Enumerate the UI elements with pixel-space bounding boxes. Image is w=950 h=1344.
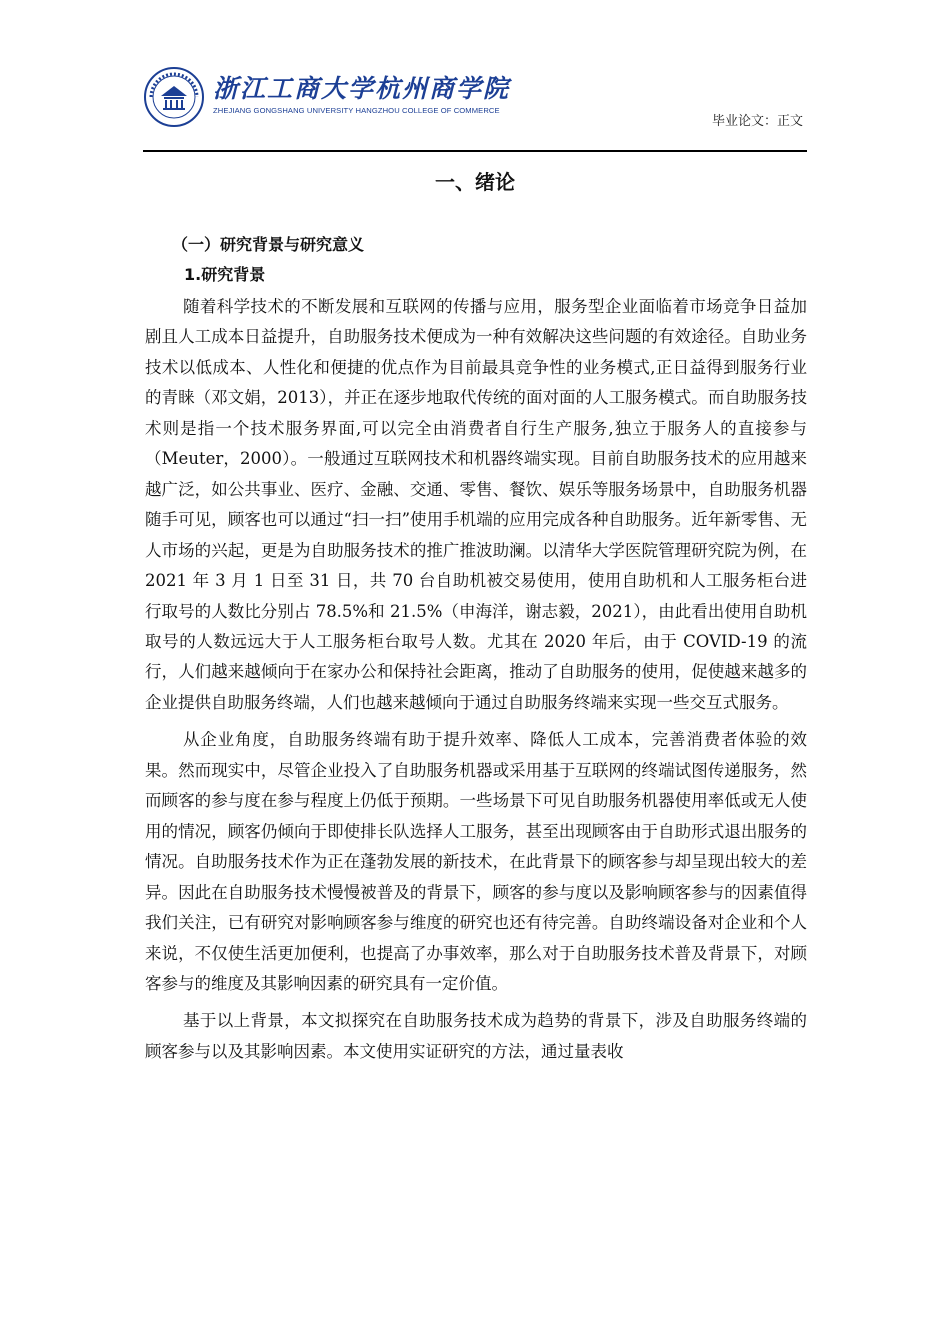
header-divider <box>143 150 807 152</box>
body-text <box>145 292 807 1074</box>
section-title: （一）研究背景与研究意义 <box>172 235 365 254</box>
document-section-label: 毕业论文：正文 <box>711 114 803 129</box>
paragraph: 随着科学技术的不断发展和互联网的传播与应用，服务型企业面临着市场竞争日益加剧且人工成本日益提升，自助服务技术便成为一种有效解决这些问题的有效途径。自助业务技术以低成本、人性化和便捷的优点作为目前最具竞争性的业务模式,正日益得到服务行业的青睐（邓文娟，2013），并正在逐步地取代传统的面对面的人工服务模式。而自助服务技术则是指一个技术服务界面,可以完全由消费者自行生产服务,独立于服务人的直接参与（Meuter，2000）。一般通过互联网技术和机器终端实现。目前自助服务技术的应用越来越广泛，如公共事业、医疗、金融、交通、零售、餐饮、娱乐等服务场景中，自助服务机器随手可见，顾客也可以通过“扫一扫”使用手机端的应用完成各种自助服务。近年新零售、无人市场的兴起，更是为自助服务技术的推广推波助澜。以清华大学医院管理研究院为例，在 2021 年 3 月 1 日至 31 日，共 70 台自助机被交易使用，使用自助机和人工服务柜台进行取号的人数比分别占 78.5%和 21.5%（申海洋，谢志毅，2021），由此看出使用自助机取号的人数远远大于人工服务柜台取号人数。尤其在 2020 年后，由于 COVID-19 的流行，人们越来越倾向于在家办公和保持社会距离，推动了自助服务的使用，促使越来越多的企业提供自助服务终端，人们也越来越倾向于通过自助服务终端来实现一些交互式服务。 <box>145 297 807 712</box>
university-logo <box>213 74 543 116</box>
subsection-title: 1.研究背景 <box>184 265 266 284</box>
chapter-title: 一、绪论 <box>435 170 515 194</box>
university-seal-icon <box>143 66 205 128</box>
page-header <box>143 64 807 152</box>
logo-english-name: ZHEJIANG GONGSHANG UNIVERSITY HANGZHOU COLLEGE OF COMMERCE <box>213 106 500 115</box>
paragraph: 基于以上背景，本文拟探究在自助服务技术成为趋势的背景下，涉及自助服务终端的顾客参与以及其影响因素。本文使用实证研究的方法，通过量表收 <box>145 1011 807 1061</box>
logo-chinese-name: 浙江工商大学杭州商学院 <box>213 74 511 103</box>
paragraph: 从企业角度，自助服务终端有助于提升效率、降低人工成本，完善消费者体验的效果。然而现实中，尽管企业投入了自助服务机器或采用基于互联网的终端试图传递服务，然而顾客的参与度在参与程度上仍低于预期。一些场景下可见自助服务机器使用率低或无人使用的情况，顾客仍倾向于即使排长队选择人工服务，甚至出现顾客由于自助形式退出服务的情况。自助服务技术作为正在蓬勃发展的新技术，在此背景下的顾客参与却呈现出较大的差异。因此在自助服务技术慢慢被普及的背景下，顾客的参与度以及影响顾客参与的因素值得我们关注，已有研究对影响顾客参与维度的研究也还有待完善。自助终端设备对企业和个人来说，不仅使生活更加便利，也提高了办事效率，那么对于自助服务技术普及背景下，对顾客参与的维度及其影响因素的研究具有一定价值。 <box>145 730 807 993</box>
